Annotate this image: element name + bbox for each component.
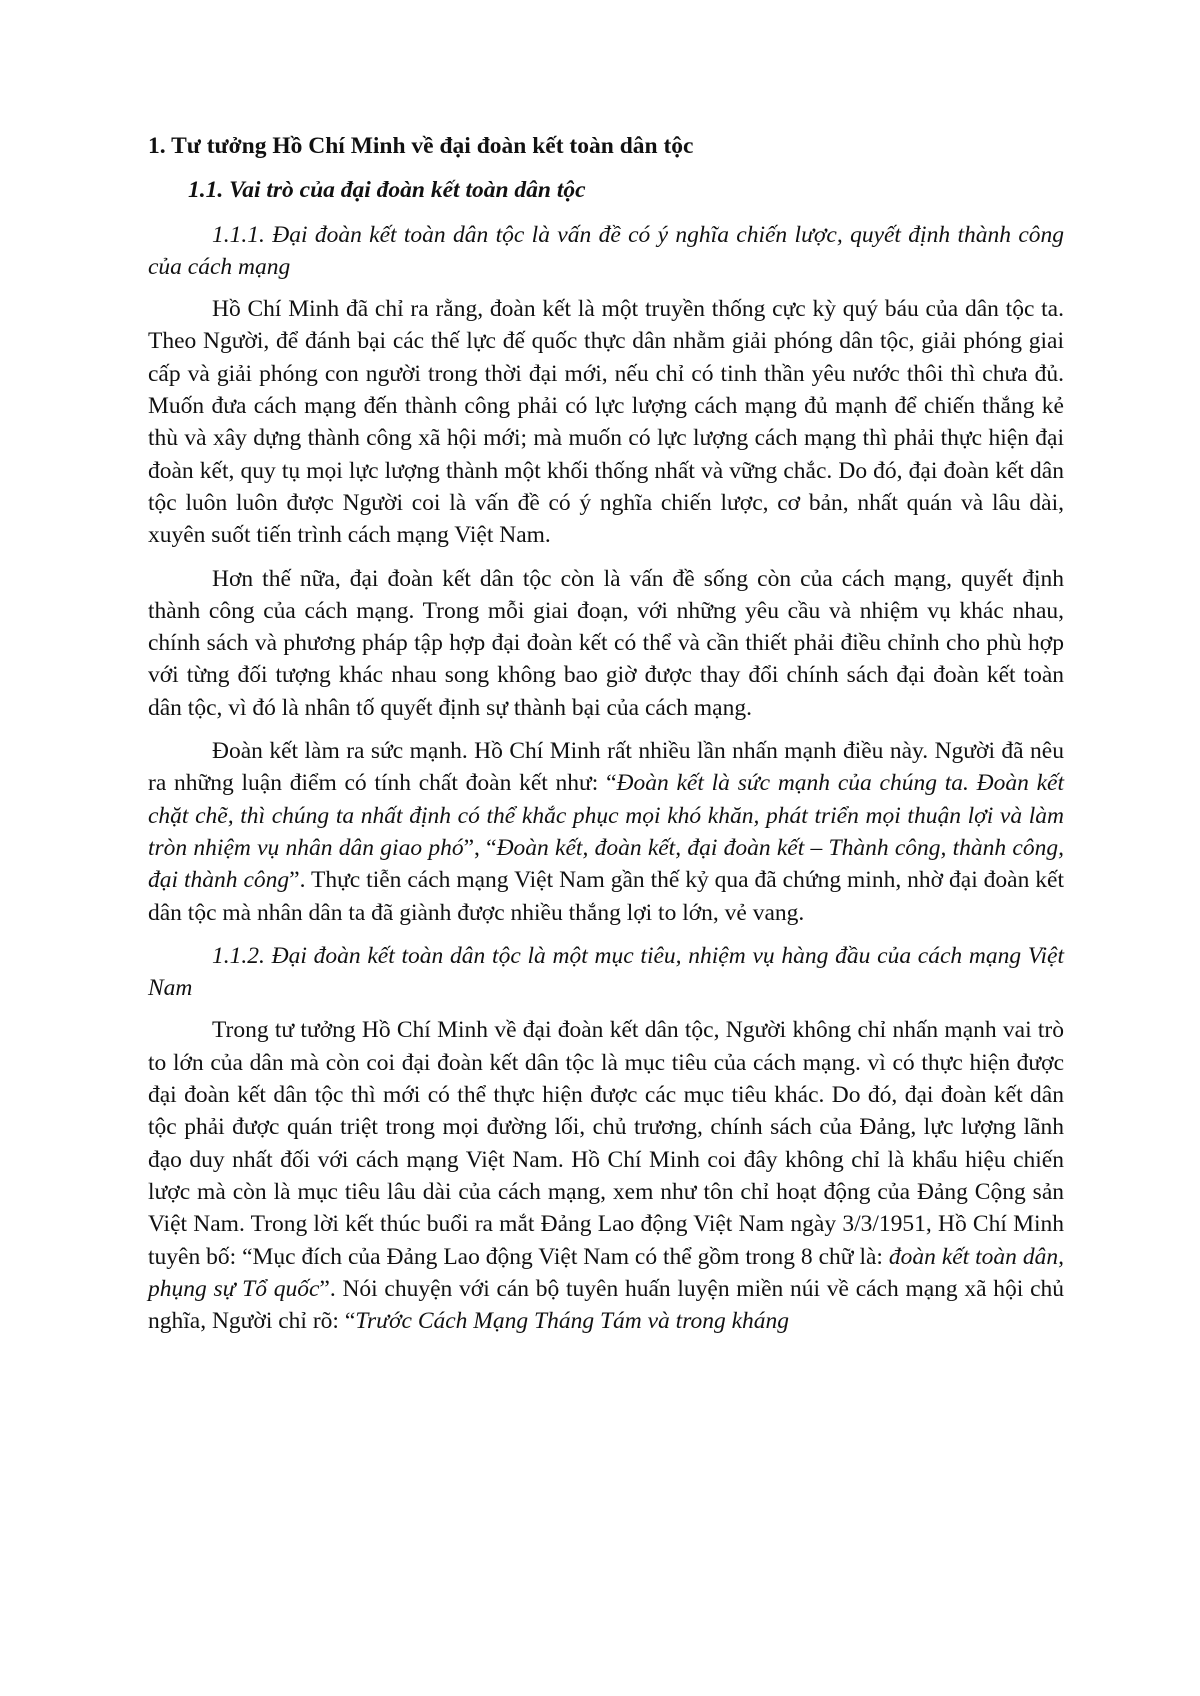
paragraph-3-separator: ”, “ xyxy=(463,834,497,861)
paragraph-3-quote-2: Đoàn kết, đoàn kết, đại đoàn kết – Thành công, thành công, đại thành công xyxy=(148,834,1064,894)
paragraph-4-continuation: ”. Nói chuyện với cán bộ tuyên huấn luyện miền núi về cách mạng xã hội chủ nghĩa, Người chỉ rõ: “ xyxy=(148,1275,1064,1335)
paragraph-4-quote-1: đoàn kết toàn dân, phụng sự Tổ quốc xyxy=(148,1243,1064,1302)
section-heading-1-1: 1.1. Vai trò của đại đoàn kết toàn dân tộc xyxy=(188,177,586,204)
paragraph-4 xyxy=(148,1014,1064,1337)
paragraph-3 xyxy=(148,735,1064,929)
paragraph-3-text: Đoàn kết làm ra sức mạnh. Hồ Chí Minh rất nhiều lần nhấn mạnh điều này. Người đã nêu ra những luận điểm có tính chất đoàn kết như: “ xyxy=(148,738,1064,797)
document-page xyxy=(148,130,1064,1348)
paragraph-3-quote-1: Đoàn kết là sức mạnh của chúng ta. Đoàn kết chặt chẽ, thì chúng ta nhất định có thể khắc phục mọi khó khăn, phát triển mọi thuận lợi và làm tròn nhiệm vụ nhân dân giao phó xyxy=(148,770,1064,861)
paragraph-3-conclusion: ”. Thực tiễn cách mạng Việt Nam gần thế kỷ qua đã chứng minh, nhờ đại đoàn kết dân tộc mà nhân dân ta đã giành được nhiều thắng lợi to lớn, vẻ vang. xyxy=(148,867,1064,926)
section-heading-1-1-1: 1.1.1. Đại đoàn kết toàn dân tộc là vấn đề có ý nghĩa chiến lược, quyết định thành công của cách mạng xyxy=(148,221,1064,280)
section-heading-1-1-2: 1.1.2. Đại đoàn kết toàn dân tộc là một mục tiêu, nhiệm vụ hàng đầu của cách mạng Việt Nam xyxy=(148,942,1064,1002)
paragraph-4-text: Trong tư tưởng Hồ Chí Minh về đại đoàn kết dân tộc, Người không chỉ nhấn mạnh vai trò to lớn của dân mà còn coi đại đoàn kết dân tộc là mục tiêu của cách mạng. vì có thực hiện được đại đoàn kết dân tộc thì mới có thể thực hiện được các mục tiêu khác. Do đó, đại đoàn kết dân tộc phải được quán triệt trong mọi đường lối, chủ trương, chính sách của Đảng, lực lượng lãnh đạo duy nhất đối với cách mạng Việt Nam. Hồ Chí Minh coi đây không chỉ là khẩu hiệu chiến lược mà còn là mục tiêu lâu dài của cách mạng, xem như tôn chỉ hoạt động của Đảng Cộng sản Việt Nam. Trong lời kết thúc buổi ra mắt Đảng Lao động Việt Nam ngày 3/3/1951, Hồ Chí Minh tuyên bố: “Mục đích của Đảng Lao động Việt Nam có thể gồm trong 8 chữ là: xyxy=(148,1017,1064,1270)
paragraph-2: Hơn thế nữa, đại đoàn kết dân tộc còn là vấn đề sống còn của cách mạng, quyết định thành công của cách mạng. Trong mỗi giai đoạn, với những yêu cầu và nhiệm vụ khác nhau, chính sách và phương pháp tập hợp đại đoàn kết có thể và cần thiết phải điều chỉnh cho phù hợp với từng đối tượng khác nhau song không bao giờ được thay đổi chính sách đại đoàn kết toàn dân tộc, vì đó là nhân tố quyết định sự thành bại của cách mạng. xyxy=(148,565,1064,721)
paragraph-1: Hồ Chí Minh đã chỉ ra rằng, đoàn kết là một truyền thống cực kỳ quý báu của dân tộc ta. Theo Người, để đánh bại các thế lực đế quốc thực dân nhằm giải phóng dân tộc, giải phóng giai cấp và giải phóng con người trong thời đại mới, nếu chỉ có tinh thần yêu nước thôi thì chưa đủ. Muốn đưa cách mạng đến thành công phải có lực lượng cách mạng đủ mạnh để chiến thắng kẻ thù và xây dựng thành công xã hội mới; mà muốn có lực lượng cách mạng thì phải thực hiện đại đoàn kết, quy tụ mọi lực lượng thành một khối thống nhất và vững chắc. Do đó, đại đoàn kết dân tộc luôn luôn được Người coi là vấn đề có ý nghĩa chiến lược, cơ bản, nhất quán và lâu dài, xuyên suốt tiến trình cách mạng Việt Nam. xyxy=(148,296,1064,549)
section-heading-1: 1. Tư tưởng Hồ Chí Minh về đại đoàn kết toàn dân tộc xyxy=(148,133,694,159)
paragraph-4-quote-2: Trước Cách Mạng Tháng Tám và trong kháng xyxy=(355,1308,790,1335)
